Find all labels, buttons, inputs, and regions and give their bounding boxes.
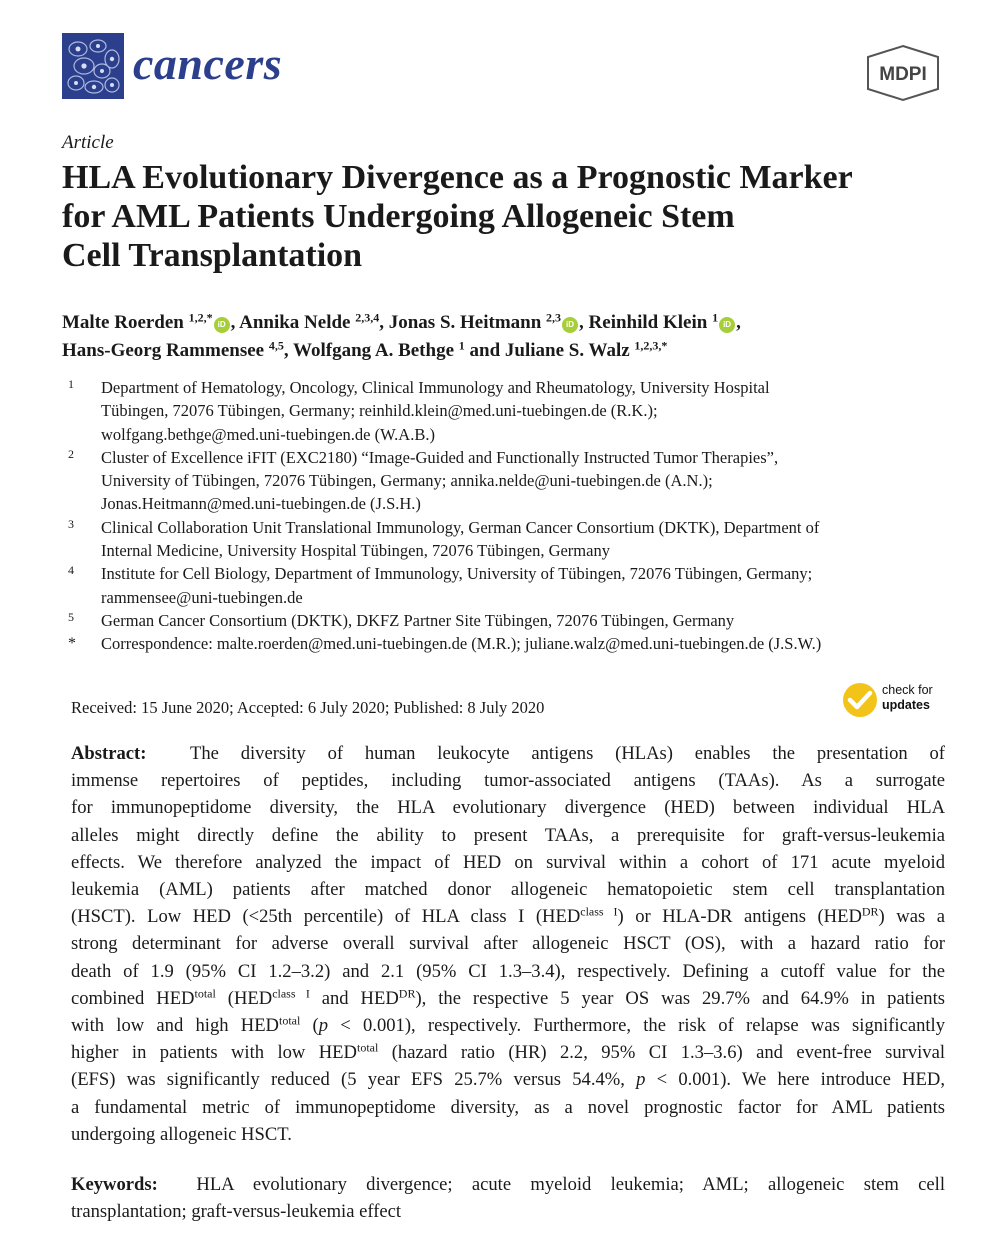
keywords xyxy=(71,1171,945,1225)
abstract-line: effects. We therefore analyzed the impact of HED on survival within a cohort of 171 acute myeloid xyxy=(71,851,945,873)
affiliation-number: 3 xyxy=(68,516,74,531)
mdpi-hexagon-icon xyxy=(862,44,944,102)
title-line: for AML Patients Undergoing Allogeneic Stem xyxy=(62,198,735,235)
author-conjunction: and xyxy=(469,340,501,361)
affiliation-number: 1 xyxy=(68,377,74,391)
author-affiliation: 2,3 xyxy=(546,310,562,325)
author-name[interactable]: Jonas S. Heitmann xyxy=(388,312,542,333)
orcid-icon[interactable]: iD xyxy=(214,317,230,333)
keywords-label: Keywords: xyxy=(71,1174,158,1195)
abstract-line: (HSCT). Low HED (<25th percentile) of HLA class I $(HED^{class I})$ or HLA-DR antigens $(HED^{DR})$ was a xyxy=(71,904,945,928)
abstract-line: alleles might directly define the ability to present TAAs, a prerequisite for graft-versus-leukemia xyxy=(71,824,945,846)
affiliation-line: Tübingen, 72076 Tübingen, Germany; reinhild.klein@med.uni-tuebingen.de (R.K.); xyxy=(101,401,658,421)
affiliation-line: wolfgang.bethge@med.uni-tuebingen.de (W.A.B.) xyxy=(101,424,435,444)
orcid-icon[interactable]: iD xyxy=(562,317,578,333)
affiliation-number: 5 xyxy=(68,609,74,624)
affiliation-line: Department of Hematology, Oncology, Clinical Immunology and Rheumatology, University Hospital xyxy=(101,378,770,397)
affiliation-list xyxy=(68,376,958,656)
author-list: Malte Roerden $^{1,2,*}$iD , Annika Nelde $^{2,3,4}$, Jonas S. Heitmann $^{2,3}$iD , Reinhild Klein $^1$iD , Hans-Georg Rammensee $^{4,5}$, Wolfgang A. Bethge $^1$ and Juliane S. Walz $^{1,2,3,*}$ xyxy=(62,310,741,361)
author-affiliation: 1 xyxy=(458,338,465,353)
abstract-line: leukemia (AML) patients after matched donor allogeneic hematopoietic stem cell transplantation xyxy=(71,879,945,901)
affiliation-number: 4 xyxy=(68,563,74,578)
author-affiliation: 1 xyxy=(712,310,719,325)
article-type: Article xyxy=(62,132,114,153)
author-affiliation: 1,2,* xyxy=(188,310,213,325)
affiliation-line: University of Tübingen, 72076 Tübingen, Germany; annika.nelde@uni-tuebingen.de (A.N.); xyxy=(101,471,713,491)
affiliation-item xyxy=(68,376,958,446)
affiliation-line: Internal Medicine, University Hospital Tübingen, 72076 Tübingen, Germany xyxy=(101,541,610,561)
affiliation-line: German Cancer Consortium (DKTK), DKFZ Partner Site Tübingen, 72076 Tübingen, Germany xyxy=(101,610,735,630)
author-name[interactable]: Annika Nelde xyxy=(239,312,351,333)
author-name[interactable]: Wolfgang A. Bethge xyxy=(293,340,455,361)
title-line: HLA Evolutionary Divergence as a Prognostic Marker xyxy=(62,159,853,196)
publisher-name: MDPI xyxy=(879,64,927,85)
abstract-line: for immunopeptidome diversity, the HLA evolutionary divergence (HED) between individual HLA xyxy=(71,797,945,819)
keywords-text: transplantation; graft-versus-leukemia effect xyxy=(71,1201,402,1223)
affiliation-line: rammensee@uni-tuebingen.de xyxy=(101,587,303,607)
checkmark-badge-icon xyxy=(841,680,881,720)
abstract-label: Abstract: xyxy=(71,743,147,764)
affiliation-line: Jonas.Heitmann@med.uni-tuebingen.de (J.S.H.) xyxy=(101,494,421,514)
correspondence-mark: * xyxy=(68,635,76,653)
journal-name: cancers xyxy=(133,38,283,89)
abstract-line: combined $HED^{total}$ ($HED^{class I}$ and $HED^{DR}$), the respective 5 year OS was 29.7% and 64.9% in patients xyxy=(71,986,946,1009)
abstract-line: strong determinant for adverse overall survival after allogeneic HSCT (OS), with a hazard ratio for xyxy=(71,933,945,955)
correspondence-line: Correspondence: malte.roerden@med.uni-tuebingen.de (M.R.); juliane.walz@med.uni-tuebingen.de (J.S.W.) xyxy=(101,634,822,654)
abstract-line: with low and high $HED^{total}$ (p < 0.001), respectively. Furthermore, the risk of relapse was significantly xyxy=(71,1013,946,1037)
paper-title xyxy=(62,158,962,275)
affiliation-line: Clinical Collaboration Unit Translational Immunology, German Cancer Consortium (DKTK), Department of xyxy=(101,517,820,537)
abstract-line: undergoing allogeneic HSCT. xyxy=(71,1123,292,1145)
publication-dates: Received: 15 June 2020; Accepted: 6 July 2020; Published: 8 July 2020 xyxy=(71,698,545,717)
abstract xyxy=(71,740,945,1148)
affiliation-line: Institute for Cell Biology, Department of Immunology, University of Tübingen, 72076 Tübingen, Germany; xyxy=(101,564,813,584)
title-line: Cell Transplantation xyxy=(62,237,363,274)
abstract-line: immense repertoires of peptides, including tumor-associated antigens (TAAs). As a surrogate xyxy=(71,770,945,792)
abstract-text: The diversity of human leukocyte antigens (HLAs) enables the presentation of xyxy=(190,743,945,764)
affiliation-item xyxy=(68,516,958,563)
author-name[interactable]: Reinhild Klein xyxy=(588,312,708,333)
abstract-line: higher in patients with low $HED^{total}$ (hazard ratio (HR) 2.2, 95% CI 1.3–3.6) and event-free survival xyxy=(71,1040,945,1064)
author-affiliation: 1,2,3,* xyxy=(634,338,668,353)
journal-logo-icon xyxy=(62,33,124,99)
author-affiliation: 4,5 xyxy=(268,338,284,353)
author-name[interactable]: Hans-Georg Rammensee xyxy=(62,340,265,361)
affiliation-number: 2 xyxy=(68,446,74,461)
affiliation-item xyxy=(68,446,958,516)
author-affiliation: 2,3,4 xyxy=(355,310,380,325)
affiliation-line: Cluster of Excellence iFIT (EXC2180) “Image-Guided and Functionally Instructed Tumor Therapies”, xyxy=(101,447,779,467)
abstract-line: (EFS) was significantly reduced (5 year EFS 25.7% versus 54.4%, p < 0.001). We here introduce HED, xyxy=(71,1069,945,1091)
author-name[interactable]: Malte Roerden xyxy=(62,312,184,333)
author-name[interactable]: Juliane S. Walz xyxy=(504,340,630,361)
abstract-line: death of 1.9 (95% CI 1.2–3.2) and 2.1 (95% CI 1.3–3.4), respectively. Defining a cutoff value for the xyxy=(71,960,945,982)
affiliation-item xyxy=(68,562,958,609)
correspondence-item xyxy=(68,632,958,655)
orcid-icon[interactable]: iD xyxy=(719,317,735,333)
abstract-line: a fundamental metric of immunopeptidome diversity, as a novel prognostic factor for AML patients xyxy=(71,1096,945,1118)
keywords-text: HLA evolutionary divergence; acute myeloid leukemia; AML; allogeneic stem cell xyxy=(196,1174,946,1195)
affiliation-item xyxy=(68,609,958,632)
check-updates-label[interactable]: check for updates xyxy=(882,683,933,712)
